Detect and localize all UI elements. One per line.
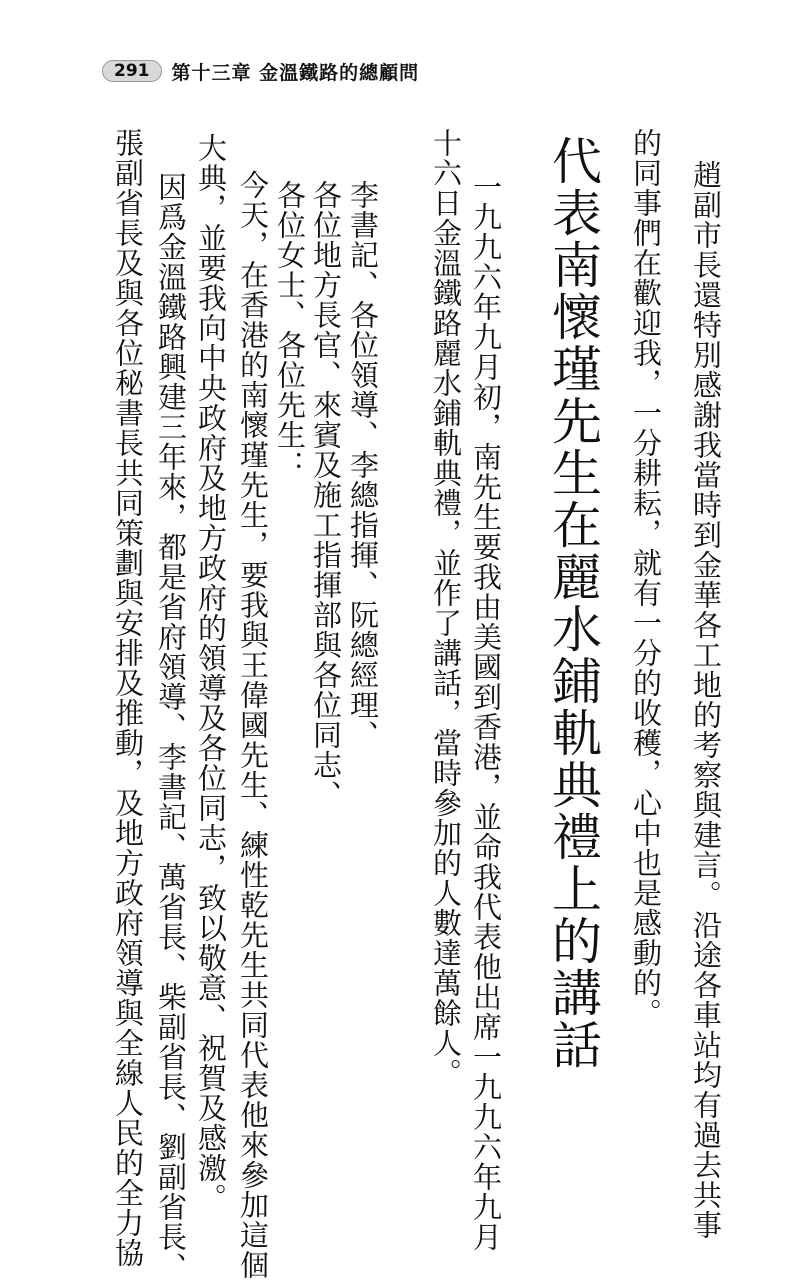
intro-line-1: 趙副市長還特別感謝我當時到金華各工地的考察與建言。沿途各車站均有過去共事 <box>689 160 723 1240</box>
context-line-2: 十六日金溫鐵路麗水鋪軌典禮，並作了講話，當時參加的人數達萬餘人。 <box>429 128 463 1088</box>
speech-line-5: 大典，並要我向中央政府及地方政府的領導及各位同志，致以敬意、祝賀及感激。 <box>194 133 228 1213</box>
speech-title: 代表南懷瑾先生在麗水鋪軌典禮上的講話 <box>544 135 602 1071</box>
context-line-1: 一九九六年九月初，南先生要我由美國到香港，並命我代表他出席一九九六年九月 <box>469 172 503 1252</box>
page-header <box>102 56 419 86</box>
speech-line-3: 各位女士、各位先生： <box>273 180 307 480</box>
speech-line-2: 各位地方長官、來賓及施工指揮部與各位同志、 <box>309 180 343 810</box>
speech-line-6: 因爲金溫鐵路興建三年來，都是省府領導、李書記、萬省長、柴副省長、劉副省長、 <box>154 172 188 1282</box>
speech-line-7: 張副省長及與各位秘書長共同策劃與安排及推動，及地方政府領導與全線人民的全力協 <box>111 128 145 1268</box>
speech-line-4: 今天，在香港的南懷瑾先生，要我與王偉國先生、練性乾先生共同代表他來參加這個 <box>236 170 270 1280</box>
speech-line-1: 李書記、各位領導、李總指揮、阮總經理、 <box>346 180 380 750</box>
page-number: 291 <box>102 60 162 82</box>
chapter-title: 第十三章 金溫鐵路的總顧問 <box>171 61 420 84</box>
intro-line-2: 的同事們在歡迎我，一分耕耘，就有一分的收穫，心中也是感動的。 <box>629 128 663 1028</box>
